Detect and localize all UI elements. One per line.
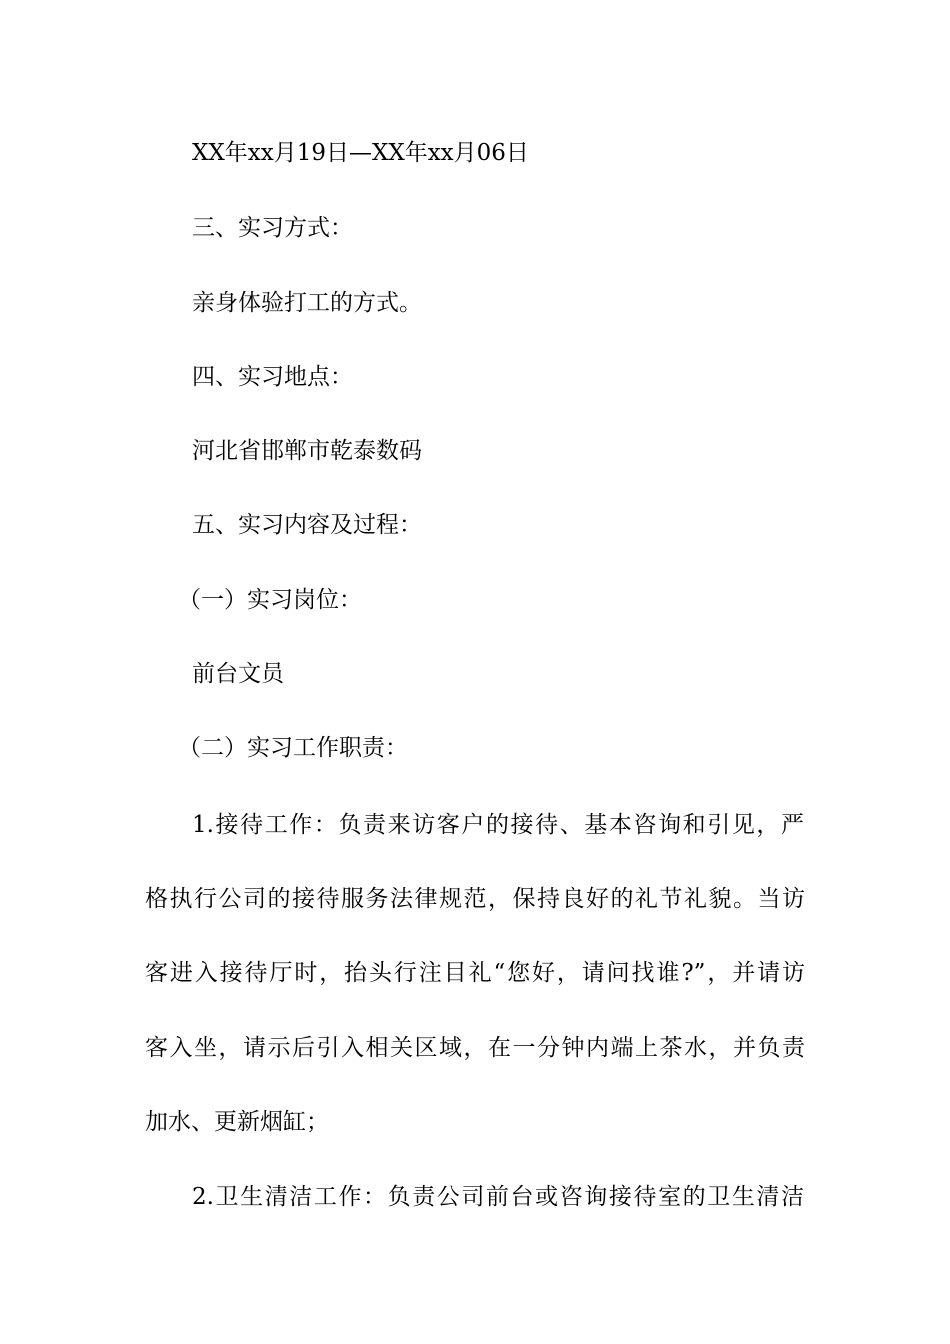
duty-1-line-2: 格执行公司的接待服务法律规范，保持良好的礼节礼貌。当访 <box>145 886 805 912</box>
internship-method-text: 亲身体验打工的方式。 <box>192 290 422 316</box>
heading-internship-location: 四、实习地点： <box>192 364 353 390</box>
duty-1-line-4: 客入坐，请示后引入相关区域，在一分钟内端上茶水，并负责 <box>145 1035 805 1061</box>
internship-location-text: 河北省邯郸市乾泰数码 <box>192 438 422 464</box>
date-range-line: XX年xx月19日—XX年xx月06日 <box>192 140 529 166</box>
duty-2-line-1: 2.卫生清洁工作：负责公司前台或咨询接待室的卫生清洁 <box>192 1184 804 1210</box>
position-text: 前台文员 <box>192 661 284 687</box>
duty-1-line-1: 1.接待工作：负责来访客户的接待、基本咨询和引见，严 <box>192 812 804 838</box>
subheading-duties: （二）实习工作职责： <box>178 735 408 761</box>
duty-1-line-3: 客进入接待厅时，抬头行注目礼“您好，请问找谁?”，并请访 <box>145 960 805 986</box>
heading-internship-method: 三、实习方式： <box>192 215 353 241</box>
subheading-position: （一）实习岗位： <box>178 587 362 613</box>
heading-internship-content: 五、实习内容及过程： <box>192 512 422 538</box>
duty-1-line-5: 加水、更新烟缸； <box>145 1109 329 1135</box>
